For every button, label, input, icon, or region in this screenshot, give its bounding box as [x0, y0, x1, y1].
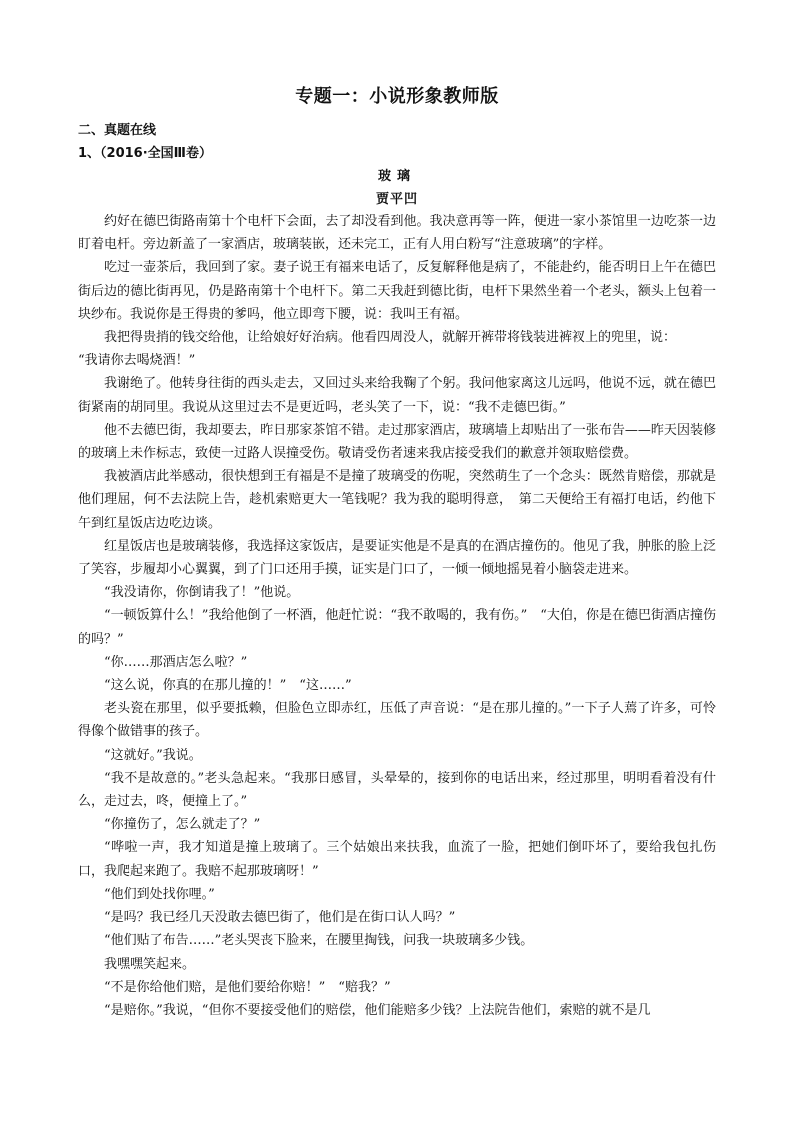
- paragraph: “我请你去喝烧酒！”: [78, 353, 196, 369]
- story-body: [78, 210, 716, 1022]
- paragraph: 吃过一壶茶后，我回到了家。妻子说王有福来电话了，反复解释他是病了，不能赴约，能否明日上午在德巴街后边的德比街再见，仍是路南第十个电杆下。第二天我赶到德比街，电杆下果然坐着一个老头，额头上包着一块纱布。我说你是王得贵的爹吗，他立即弯下腰，说：我叫王有福。: [78, 260, 716, 322]
- page-title: 专题一：小说形象教师版: [295, 86, 499, 107]
- question-label: 1、（2016·全国Ⅲ卷）: [78, 146, 212, 161]
- section-heading: 二、真题在线: [78, 123, 157, 138]
- paragraph: “我没请你，你倒请我了！”他说。: [104, 585, 300, 601]
- paragraph: “这么说，你真的在那儿撞的！” “这……”: [104, 678, 352, 694]
- paragraph: “他们到处找你哩。”: [104, 886, 215, 902]
- paragraph: “你……那酒店怎么啦？”: [104, 654, 248, 670]
- paragraph: “你撞伤了，怎么就走了？”: [104, 817, 261, 833]
- paragraph: 我被酒店此举感动，很快想到王有福是不是撞了玻璃受的伤呢，突然萌生了一个念头：既然肯赔偿，那就是他们理屈，何不去法院上告，趁机索赔更大一笔钱呢？我为我的聪明得意， 第二天便给王有福打电话，约他下午到红星饭店边吃边谈。: [78, 469, 716, 531]
- paragraph: “一顿饭算什么！”我给他倒了一杯酒，他赶忙说：“我不敢喝的，我有伤。” “大伯，你是在德巴街酒店撞伤的吗？”: [78, 608, 716, 647]
- paragraph: “是赔你。”我说，“但你不要接受他们的赔偿，他们能赔多少钱？上法院告他们，索赔的就不是几: [104, 1002, 651, 1018]
- paragraph: “哗啦一声，我才知道是撞上玻璃了。三个姑娘出来扶我，血流了一脸，把她们倒吓坏了，要给我包扎伤口，我爬起来跑了。我赔不起那玻璃呀！”: [78, 840, 716, 879]
- paragraph: 他不去德巴街，我却要去，昨日那家茶馆不错。走过那家酒店，玻璃墙上却贴出了一张布告——昨天因装修的玻璃上未作标志，致使一过路人误撞受伤。敬请受伤者速来我店接受我们的歉意并领取赔偿费。: [78, 422, 716, 462]
- paragraph: 我把得贵捎的钱交给他，让给娘好好治病。他看四周没人，就解开裤带将钱装进裤衩上的兜里，说：: [104, 330, 677, 346]
- paragraph: “是吗？我已经几天没敢去德巴街了，他们是在街口认人吗？”: [104, 910, 456, 926]
- paragraph: “不是你给他们赔，是他们要给你赔！” “赔我？”: [104, 979, 391, 995]
- paragraph: 我嘿嘿笑起来。: [104, 956, 196, 972]
- story-title: 玻璃: [377, 169, 416, 184]
- paragraph: “这就好。”我说。: [104, 747, 202, 763]
- paragraph: 约好在德巴街路南第十个电杆下会面，去了却没看到他。我决意再等一阵，便进一家小茶馆里一边吃茶一边盯着电杆。旁边新盖了一家酒店，玻璃装嵌，还未完工，正有人用白粉写“注意玻璃”的字样。: [78, 214, 716, 253]
- paragraph: “我不是故意的。”老头急起来。“我那日感冒，头晕晕的，接到你的电话出来，经过那里，明明看着没有什么，走过去，咚，便撞上了。”: [78, 770, 716, 810]
- story-author: 贾平凹: [375, 192, 418, 207]
- paragraph: “他们贴了布告……”老头哭丧下脸来，在腰里掏钱，问我一块玻璃多少钱。: [104, 933, 534, 949]
- paragraph: 我谢绝了。他转身往街的西头走去，又回过头来给我鞠了个躬。我问他家离这儿远吗，他说不远，就在德巴街紧南的胡同里。我说从这里过去不是更近吗，老头笑了一下，说：“我不走德巴街。”: [78, 376, 716, 415]
- paragraph: 红星饭店也是玻璃装修，我选择这家饭店，是要证实他是不是真的在酒店撞伤的。他见了我，肿胀的脸上泛了笑容，步履却小心翼翼，到了门口还用手摸，证实是门口了，一倾一倾地摇晃着小脑袋走进来。: [78, 538, 716, 578]
- paragraph: 老头瓷在那里，似乎要抵赖，但脸色立即赤红，压低了声音说：“是在那儿撞的。”一下子人蔫了许多，可怜得像个做错事的孩子。: [78, 701, 716, 740]
